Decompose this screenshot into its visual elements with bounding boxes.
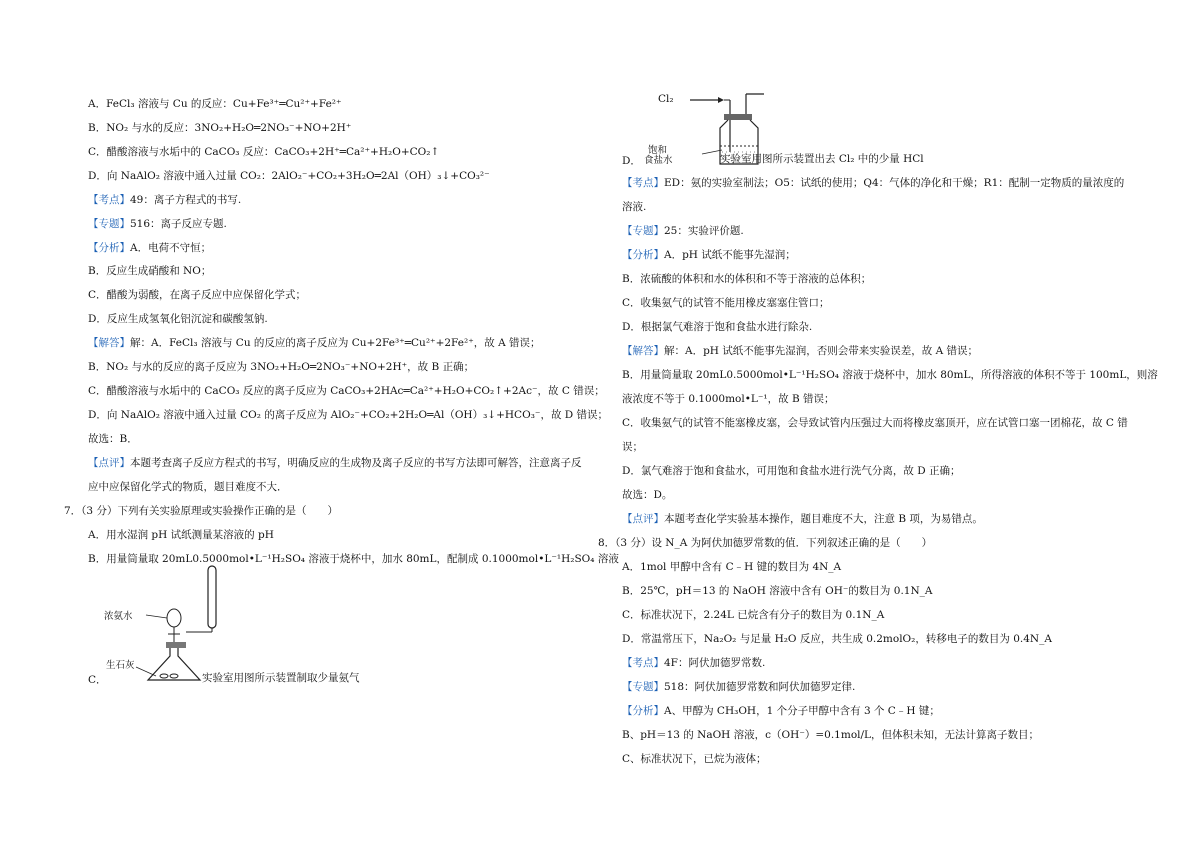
line-text: 误；: [622, 441, 643, 453]
line-text: B．用量筒量取 20mL0.5000mol•L⁻¹H₂SO₄ 溶液于烧杯中，加水 80mL，配制成 0.1000mol•L⁻¹H₂SO₄ 溶液: [88, 553, 619, 565]
right-text-line: [610, 176, 1124, 190]
right-text-line: [610, 704, 940, 718]
section-tag: 【点评】: [88, 457, 130, 469]
line-text: C．收集氨气的试管不能塞橡皮塞，会导致试管内压强过大而将橡皮塞顶开，应在试管口塞一团棉花，故 C 错: [622, 417, 1128, 429]
line-text: D．氯气难溶于饱和食盐水，可用饱和食盐水进行洗气分离，故 D 正确；: [622, 465, 961, 477]
line-text: C．收集氨气的试管不能用橡皮塞塞住管口；: [622, 297, 830, 309]
right-text-line: [610, 392, 835, 406]
left-text-line: [64, 504, 338, 518]
left-text-line: [76, 193, 241, 207]
option-d-caption: 实验室用图所示装置出去 Cl₂ 中的少量 HCl: [720, 153, 924, 165]
line-text: D．根据氯气难溶于饱和食盐水进行除杂.: [622, 321, 813, 333]
section-tag: 【分析】: [622, 705, 664, 717]
section-tag: 【考点】: [622, 657, 664, 669]
right-text-line: [610, 464, 961, 478]
line-text: 518：阿伏加德罗常数和阿伏加德罗定律.: [664, 681, 856, 693]
left-text-line: [76, 288, 306, 302]
left-text-line: [76, 456, 582, 470]
line-text: B．25℃，pH＝13 的 NaOH 溶液中含有 OH⁻的数目为 0.1N_A: [622, 585, 933, 597]
left-text-line: [76, 312, 268, 326]
line-text: A．用水湿润 pH 试纸测量某溶液的 pH: [88, 529, 274, 541]
right-text-line: [610, 224, 744, 238]
line-text: D．常温常压下，Na₂O₂ 与足量 H₂O 反应，共生成 0.2molO₂，转移电子的数目为 0.4N_A: [622, 633, 1052, 645]
line-text: B．NO₂ 与水的反应的离子反应为 3NO₂+H₂O═2NO₃⁻+NO+2H⁺，故 B 正确；: [88, 361, 475, 373]
option-d-label: D．: [622, 155, 641, 167]
right-text-line: [610, 320, 812, 334]
line-text: B．NO₂ 与水的反应：3NO₂+H₂O═2NO₃⁻+NO+2H⁺: [88, 122, 352, 134]
right-text-line: [610, 680, 855, 694]
section-tag: 【分析】: [88, 242, 130, 254]
line-text: D．向 NaAlO₂ 溶液中通入过量 CO₂：2AlO₂⁻+CO₂+3H₂O═2Al（OH）₃↓+CO₃²⁻: [88, 170, 490, 182]
section-tag: 【考点】: [88, 194, 130, 206]
left-text-line: [76, 528, 274, 542]
left-text-line: [76, 264, 211, 278]
right-text-line: [598, 536, 932, 550]
label-saturated: 饱和: [648, 145, 668, 156]
option-c-label: C．: [88, 674, 107, 686]
section-tag: 【考点】: [622, 177, 664, 189]
line-text: 516：离子反应专题.: [130, 218, 227, 230]
line-text: D．反应生成氢氧化铝沉淀和碳酸氢钠.: [88, 313, 268, 325]
line-text: 本题考查化学实验基本操作，题目难度不大，注意 B 项，为易错点。: [664, 513, 983, 525]
left-text-line: [76, 336, 541, 350]
left-text-line: [76, 408, 608, 422]
right-text-line: [610, 440, 643, 454]
line-text: A．pH 试纸不能事先湿润；: [664, 249, 796, 261]
left-text-line: [76, 97, 342, 111]
line-text: B．用量筒量取 20mL0.5000mol•L⁻¹H₂SO₄ 溶液于烧杯中，加水 80mL，所得溶液的体积不等于 100mL，则溶: [622, 369, 1158, 381]
line-text: 解：A．FeCl₃ 溶液与 Cu 的反应的离子反应为 Cu+2Fe³⁺═Cu²⁺+2Fe²⁺，故 A 错误；: [130, 337, 541, 349]
line-text: D．向 NaAlO₂ 溶液中通入过量 CO₂ 的离子反应为 AlO₂⁻+CO₂+2H₂O═Al（OH）₃↓+HCO₃⁻，故 D 错误；: [88, 409, 609, 421]
line-text: A．1mol 甲醇中含有 C﹣H 键的数目为 4N_A: [622, 561, 842, 573]
line-text: 解：A．pH 试纸不能事先湿润，否则会带来实验误差，故 A 错误；: [664, 345, 979, 357]
chlorine-washing-figure: [610, 88, 1010, 168]
ammonia-apparatus-figure: [76, 560, 396, 690]
line-text: 25：实验评价题.: [664, 225, 744, 237]
right-text-line: [610, 656, 765, 670]
left-text-line: [76, 480, 288, 494]
right-text-line: [610, 728, 1039, 742]
left-text-line: [76, 241, 211, 255]
left-text-line: [76, 432, 138, 446]
line-text: 4F：阿伏加德罗常数.: [664, 657, 766, 669]
right-text-line: [610, 296, 830, 310]
line-text: 故选：D。: [622, 489, 673, 501]
option-c-caption: 实验室用图所示装置制取少量氨气: [202, 672, 360, 684]
right-text-line: [610, 560, 841, 574]
section-tag: 【专题】: [622, 225, 664, 237]
section-tag: 【专题】: [622, 681, 664, 693]
right-text-line: [610, 488, 672, 502]
right-text-line: [610, 272, 871, 286]
line-text: C．醋酸溶液与水垢中的 CaCO₃ 反应：CaCO₃+2H⁺═Ca²⁺+H₂O+CO₂↑: [88, 146, 440, 158]
label-conc-ammonia: 浓氨水: [104, 611, 133, 622]
right-text-line: [610, 512, 983, 526]
right-text-line: [610, 200, 646, 214]
line-text: 故选：B．: [88, 433, 138, 445]
left-text-line: [76, 217, 227, 231]
line-text: A．电荷不守恒；: [130, 242, 212, 254]
line-text: 应中应保留化学式的物质，题目难度不大．: [88, 481, 288, 493]
line-text: 本题考查离子反应方程式的书写，明确反应的生成物及离子反应的书写方法即可解答，注意离子反: [130, 457, 582, 469]
line-text: 液浓度不等于 0.1000mol•L⁻¹，故 B 错误；: [622, 393, 835, 405]
line-text: 溶液.: [622, 201, 647, 213]
line-text: 8．（3 分）设 N_A 为阿伏加德罗常数的值．下列叙述正确的是（ ）: [598, 537, 933, 549]
line-text: C．标准状况下，2.24L 已烷含有分子的数目为 0.1N_A: [622, 609, 885, 621]
left-text-line: [76, 169, 490, 183]
label-quicklime: 生石灰: [106, 660, 135, 671]
line-text: B、pH＝13 的 NaOH 溶液，c（OH⁻）=0.1mol/L，但体积未知，无法计算离子数目；: [622, 729, 1040, 741]
right-text-line: [610, 632, 1052, 646]
line-text: B．浓硫酸的体积和水的体积和不等于溶液的总体积；: [622, 273, 872, 285]
left-text-line: [76, 145, 439, 159]
section-tag: 【解答】: [622, 345, 664, 357]
line-text: C、标准状况下，已烷为液体；: [622, 753, 767, 765]
section-tag: 【分析】: [622, 249, 664, 261]
right-text-line: [610, 752, 767, 766]
section-tag: 【专题】: [88, 218, 130, 230]
left-text-line: [76, 384, 605, 398]
right-text-line: [610, 584, 933, 598]
line-text: A、甲醇为 CH₃OH，1 个分子甲醇中含有 3 个 C﹣H 键；: [664, 705, 940, 717]
right-text-line: [610, 416, 1128, 430]
section-tag: 【解答】: [88, 337, 130, 349]
line-text: B．反应生成硝酸和 NO；: [88, 265, 212, 277]
right-text-line: [610, 248, 796, 262]
left-text-line: [76, 121, 351, 135]
line-text: 49：离子方程式的书写.: [130, 194, 242, 206]
right-text-line: [610, 608, 884, 622]
line-text: A．FeCl₃ 溶液与 Cu 的反应：Cu+Fe³⁺═Cu²⁺+Fe²⁺: [88, 98, 342, 110]
line-text: C．醋酸为弱酸，在离子反应中应保留化学式；: [88, 289, 307, 301]
right-text-line: [610, 344, 978, 358]
right-text-line: [610, 368, 1158, 382]
label-brine: 食盐水: [644, 155, 673, 166]
left-text-line: [76, 360, 474, 374]
line-text: ED：氨的实验室制法；O5：试纸的使用；Q4：气体的净化和干燥；R1：配制一定物质的量浓度的: [664, 177, 1125, 189]
section-tag: 【点评】: [622, 513, 664, 525]
line-text: C．醋酸溶液与水垢中的 CaCO₃ 反应的离子反应为 CaCO₃+2HAc═Ca²⁺+H₂O+CO₂↑+2Ac⁻，故 C 错误；: [88, 385, 605, 397]
line-text: 7．（3 分）下列有关实验原理或实验操作正确的是（ ）: [64, 505, 338, 517]
label-cl2-gas: Cl₂: [658, 93, 674, 105]
